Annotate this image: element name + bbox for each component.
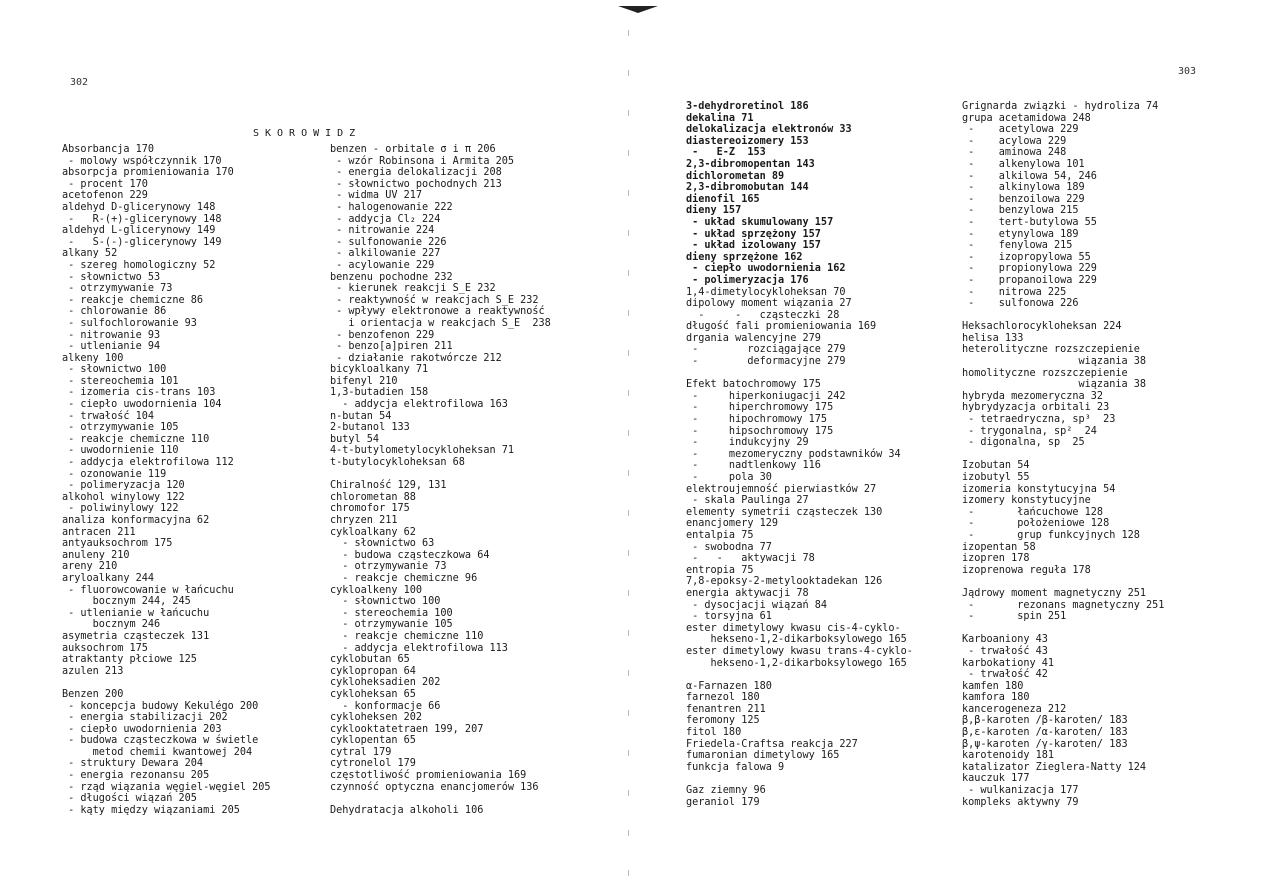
index-entry: diastereoizomery 153 (686, 135, 809, 147)
index-entry: delokalizacja elektronów 33 (686, 124, 852, 136)
index-entry: - addycja Cl₂ 224 (330, 213, 441, 225)
index-entry: helisa 133 (962, 332, 1024, 344)
index-entry: - koncepcja budowy Kekulégo 200 (62, 700, 259, 712)
index-entry: bicykloalkany 71 (330, 364, 429, 376)
index-entry: - szereg homologiczny 52 (62, 259, 216, 271)
index-entry: areny 210 (62, 561, 118, 573)
index-entry: cyklooktatetraen 199, 207 (330, 723, 484, 735)
index-entry: - trwałość 42 (962, 669, 1048, 681)
index-entry: - pola 30 (686, 472, 772, 483)
index-entry: asymetria cząsteczek 131 (62, 630, 210, 642)
index-entry: - nitrowa 225 (962, 286, 1067, 298)
index-entry: - hipsochromowy 175 (686, 425, 834, 437)
index-entry: - grup funkcyjnych 128 (962, 529, 1140, 541)
index-entry: - energia rezonansu 205 (62, 770, 210, 782)
index-entry: - utlenianie 94 (62, 341, 161, 353)
index-entry: - słownictwo 53 (62, 271, 161, 283)
index-entry: - układ sprzężony 157 (686, 228, 821, 240)
index-spacer (330, 469, 551, 481)
index-entry: 1,3-butadien 158 (330, 387, 429, 399)
index-entry: - widma UV 217 (330, 190, 423, 202)
index-entry: cyklopentan 65 (330, 735, 416, 747)
index-entry: ester dimetylowy kwasu cis-4-cyklo- (686, 622, 901, 634)
index-spacer (686, 669, 913, 681)
index-entry: - trwałość 43 (962, 645, 1048, 657)
index-entry: n-butan 54 (330, 410, 392, 422)
index-entry: alkany 52 (62, 248, 118, 260)
index-entry: - ciepło uwodornienia 104 (62, 399, 222, 411)
index-entry: entropia 75 (686, 564, 754, 576)
index-entry: - alkinylowa 189 (962, 182, 1085, 194)
index-entry: drgania walencyjne 279 (686, 332, 821, 344)
index-entry: - spin 251 (962, 611, 1067, 623)
index-entry: - acylowanie 229 (330, 259, 435, 271)
index-entry: cytronelol 179 (330, 758, 416, 770)
index-entry: - reakcje chemiczne 86 (62, 294, 204, 306)
index-entry: - struktury Dewara 204 (62, 758, 204, 770)
index-entry: - uwodornienie 110 (62, 445, 179, 457)
index-entry: - otrzymywanie 73 (330, 561, 447, 573)
index-entry: dipolowy moment wiązania 27 (686, 298, 852, 310)
index-entry: entalpia 75 (686, 529, 754, 541)
index-entry: alkohol winylowy 122 (62, 491, 185, 503)
index-spacer (962, 310, 1164, 322)
index-entry: Heksachlorocykloheksan 224 (962, 321, 1122, 333)
index-entry: cykloheksan 65 (330, 688, 416, 700)
index-entry: bocznym 246 (62, 619, 161, 631)
index-entry: cykloalkeny 100 (330, 584, 423, 596)
index-entry: - reakcje chemiczne 110 (62, 433, 210, 445)
index-entry: 2,3-dibromobutan 144 (686, 182, 809, 194)
index-entry: - halogenowanie 222 (330, 201, 453, 213)
index-spacer (962, 576, 1164, 588)
index-entry: - nadtlenkowy 116 (686, 460, 821, 472)
index-entry: farnezol 180 (686, 692, 760, 704)
index-entry: - torsyjna 61 (686, 611, 772, 623)
right-page-number: 303 (1178, 66, 1197, 77)
index-entry: cyklopropan 64 (330, 665, 416, 677)
index-entry: i orientacja w reakcjach S_E 238 (330, 317, 551, 329)
index-entry: - działanie rakotwórcze 212 (330, 352, 502, 364)
index-entry: Gaz ziemny 96 (686, 785, 766, 797)
right-index-column-1 (686, 101, 913, 808)
index-entry: - indukcyjny 29 (686, 437, 809, 449)
index-entry: kauczuk 177 (962, 773, 1030, 785)
index-entry: Efekt batochromowy 175 (686, 379, 821, 391)
index-entry: - alkenylowa 101 (962, 158, 1085, 170)
index-entry: - sulfonowa 226 (962, 298, 1079, 310)
index-entry: atraktanty płciowe 125 (62, 654, 197, 666)
index-entry: - procent 170 (62, 178, 148, 190)
index-entry: - kierunek reakcji S_E 232 (330, 283, 496, 295)
index-entry: enancjomery 129 (686, 518, 779, 530)
index-spacer (330, 793, 551, 805)
index-entry: - reakcje chemiczne 96 (330, 572, 478, 584)
index-entry: kompleks aktywny 79 (962, 796, 1079, 808)
index-entry: - nitrowanie 224 (330, 225, 435, 237)
index-entry: dichlorometan 89 (686, 170, 785, 182)
index-entry: izopentan 58 (962, 541, 1036, 553)
index-entry: fenantren 211 (686, 703, 766, 715)
index-entry: dieny 157 (686, 205, 742, 217)
index-entry: - benzo[a]piren 211 (330, 341, 453, 353)
index-entry: - polimeryzacja 176 (686, 274, 809, 286)
page-title: SKOROWIDZ (253, 128, 362, 139)
index-entry: - rozciągające 279 (686, 344, 846, 356)
index-entry: - hiperkoniugacji 242 (686, 390, 846, 402)
index-entry: - - cząsteczki 28 (686, 309, 840, 321)
index-entry: - alkilowanie 227 (330, 248, 441, 260)
index-entry: - fenylowa 215 (962, 240, 1073, 252)
index-entry: - molowy współczynnik 170 (62, 155, 222, 167)
index-entry: - - aktywacji 78 (686, 553, 815, 565)
index-entry: α-Farnazen 180 (686, 680, 772, 692)
index-entry: aldehyd L-glicerynowy 149 (62, 225, 216, 237)
index-entry: - swobodna 77 (686, 541, 772, 553)
index-entry: grupa acetamidowa 248 (962, 112, 1091, 124)
index-entry: - dysocjacji wiązań 84 (686, 599, 828, 611)
index-entry: auksochrom 175 (62, 642, 148, 654)
index-entry: ester dimetylowy kwasu trans-4-cyklo- (686, 645, 913, 657)
index-entry: - nitrowanie 93 (62, 329, 161, 341)
index-entry: - acylowa 229 (962, 135, 1067, 147)
index-entry: - izopropylowa 55 (962, 251, 1091, 263)
index-entry: - sulfochlorowanie 93 (62, 317, 197, 329)
right-index-column-2 (962, 101, 1164, 808)
index-entry: hekseno-1,2-dikarboksylowego 165 (686, 634, 907, 646)
index-entry: Jądrowy moment magnetyczny 251 (962, 587, 1147, 599)
index-entry: długość fali promieniowania 169 (686, 321, 877, 333)
index-entry: - fluorowcowanie w łańcuchu (62, 584, 234, 596)
index-entry: absorpcja promieniowania 170 (62, 167, 234, 179)
index-entry: wiązania 38 (962, 379, 1147, 391)
left-index-column-1 (62, 144, 271, 816)
index-entry: - propionylowa 229 (962, 263, 1097, 275)
index-entry: dienofil 165 (686, 193, 760, 205)
index-entry: - skala Paulinga 27 (686, 495, 809, 507)
index-entry: - układ izolowany 157 (686, 240, 821, 252)
index-spacer (686, 368, 913, 380)
index-entry: - R-(+)-glicerynowy 148 (62, 213, 222, 225)
index-entry: dieny sprzężone 162 (686, 251, 803, 263)
index-entry: kamfora 180 (962, 692, 1030, 704)
index-entry: β,β-karoten /β-karoten/ 183 (962, 715, 1128, 727)
index-entry: feromony 125 (686, 715, 760, 727)
index-entry: - budowa cząsteczkowa 64 (330, 549, 490, 561)
index-entry: cytral 179 (330, 746, 392, 758)
index-entry: dekalina 71 (686, 112, 754, 124)
index-entry: - rząd wiązania węgiel-węgiel 205 (62, 781, 271, 793)
index-entry: - układ skumulowany 157 (686, 216, 834, 228)
index-entry: izomery konstytucyjne (962, 495, 1091, 507)
index-entry: izomeria konstytucyjna 54 (962, 483, 1116, 495)
index-entry: - wulkanizacja 177 (962, 785, 1079, 797)
index-entry: 2-butanol 133 (330, 422, 410, 434)
index-entry: benzenu pochodne 232 (330, 271, 453, 283)
index-entry: - długości wiązań 205 (62, 793, 197, 805)
index-entry: antyauksochrom 175 (62, 538, 173, 550)
index-entry: - stereochemia 101 (62, 375, 179, 387)
index-entry: metod chemii kwantowej 204 (62, 746, 253, 758)
index-entry: 4-t-butylometylocykloheksan 71 (330, 445, 515, 457)
index-entry: kancerogeneza 212 (962, 703, 1067, 715)
index-entry: antracen 211 (62, 526, 136, 538)
index-entry: cykloheksadien 202 (330, 677, 441, 689)
left-index-column-2 (330, 144, 551, 816)
index-entry: - S-(-)-glicerynowy 149 (62, 236, 222, 248)
index-entry: cykloheksen 202 (330, 712, 423, 724)
index-entry: - utlenianie w łańcuchu (62, 607, 210, 619)
index-entry: - benzofenon 229 (330, 329, 435, 341)
index-entry: - mezomeryczny podstawników 34 (686, 448, 901, 460)
index-spacer (962, 449, 1164, 461)
index-entry: - E-Z 153 (686, 147, 766, 159)
index-entry: - wpływy elektronowe a reaktywność (330, 306, 545, 318)
index-entry: geraniol 179 (686, 796, 760, 808)
index-entry: chromofor 175 (330, 503, 410, 515)
index-entry: - wzór Robinsona i Armita 205 (330, 155, 515, 167)
index-entry: aryloalkany 244 (62, 572, 155, 584)
index-entry: 2,3-dibromopentan 143 (686, 158, 815, 170)
index-entry: izopren 178 (962, 553, 1030, 565)
index-entry: fitol 180 (686, 727, 742, 739)
index-spacer (686, 773, 913, 785)
index-entry: homolityczne rozszczepienie (962, 367, 1128, 379)
index-entry: hekseno-1,2-dikarboksylowego 165 (686, 657, 907, 669)
index-entry: - reaktywność w reakcjach S_E 232 (330, 294, 539, 306)
index-entry: Friedela-Craftsa reakcja 227 (686, 738, 858, 750)
index-entry: funkcja falowa 9 (686, 761, 785, 773)
index-entry: Absorbancja 170 (62, 144, 155, 155)
index-entry: - trwałość 104 (62, 410, 155, 422)
index-entry: chlorometan 88 (330, 491, 416, 503)
index-entry: acetofenon 229 (62, 190, 148, 202)
index-entry: izobutyl 55 (962, 472, 1030, 483)
index-entry: azulen 213 (62, 665, 124, 677)
index-entry: cyklobutan 65 (330, 654, 410, 666)
index-entry: aldehyd D-glicerynowy 148 (62, 201, 216, 213)
index-entry: - słownictwo 63 (330, 538, 435, 550)
index-entry: Izobutan 54 (962, 460, 1030, 472)
index-entry: hybrydyzacja orbitali 23 (962, 402, 1110, 414)
index-entry: 3-dehydroretinol 186 (686, 101, 809, 112)
index-entry: - rezonans magnetyczny 251 (962, 599, 1165, 611)
index-entry: Grignarda związki - hydroliza 74 (962, 101, 1159, 112)
index-entry: - etynylowa 189 (962, 228, 1079, 240)
index-entry: wiązania 38 (962, 356, 1147, 368)
index-entry: chryzen 211 (330, 515, 398, 526)
index-entry: - deformacyjne 279 (686, 356, 846, 368)
index-entry: - energia stabilizacji 202 (62, 712, 228, 724)
index-entry: butyl 54 (330, 433, 380, 445)
index-entry: - sulfonowanie 226 (330, 236, 447, 248)
index-entry: - benzylowa 215 (962, 205, 1079, 217)
index-entry: - poliwinylowy 122 (62, 503, 179, 515)
index-entry: - addycja elektrofilowa 163 (330, 399, 508, 411)
index-entry: - hiperchromowy 175 (686, 402, 834, 414)
index-entry: kamfen 180 (962, 680, 1024, 692)
index-entry: - konformacje 66 (330, 700, 441, 712)
index-entry: karbokationy 41 (962, 657, 1055, 669)
index-entry: - ciepło uwodornienia 162 (686, 263, 846, 275)
index-entry: hybryda mezomeryczna 32 (962, 390, 1104, 402)
index-entry: - otrzymywanie 73 (62, 283, 173, 295)
index-entry: karotenoidy 181 (962, 750, 1055, 762)
index-entry: - energia delokalizacji 208 (330, 167, 502, 179)
index-entry: β,ψ-karoten /γ-karoten/ 183 (962, 738, 1128, 750)
index-entry: - polimeryzacja 120 (62, 480, 185, 492)
index-entry: - tetraedryczna, sp³ 23 (962, 414, 1116, 426)
index-entry: heterolityczne rozszczepienie (962, 344, 1140, 356)
index-entry: bocznym 244, 245 (62, 596, 191, 608)
index-entry: 7,8-epoksy-2-metylooktadekan 126 (686, 576, 883, 588)
index-entry: katalizator Zieglera-Natty 124 (962, 761, 1147, 773)
index-entry: - hipochromowy 175 (686, 414, 828, 426)
index-entry: częstotliwość promieniowania 169 (330, 770, 527, 782)
left-page-number: 302 (70, 77, 89, 88)
index-entry: izoprenowa reguła 178 (962, 564, 1091, 576)
index-entry: - chlorowanie 86 (62, 306, 167, 318)
page-fold-mark (618, 6, 658, 13)
index-entry: - kąty między wiązaniami 205 (62, 804, 240, 816)
index-entry: β,ε-karoten /α-karoten/ 183 (962, 727, 1128, 739)
index-entry: - otrzymywanie 105 (62, 422, 179, 434)
index-entry: benzen - orbitale σ i π 206 (330, 144, 496, 155)
index-entry: elementy symetrii cząsteczek 130 (686, 506, 883, 518)
index-entry: elektroujemność pierwiastków 27 (686, 483, 877, 495)
index-entry: - digonalna, sp 25 (962, 437, 1085, 449)
index-entry: - budowa cząsteczkowa w świetle (62, 735, 259, 747)
index-entry: anuleny 210 (62, 549, 130, 561)
index-entry: - aminowa 248 (962, 147, 1067, 159)
index-entry: Dehydratacja alkoholi 106 (330, 804, 484, 816)
index-entry: czynność optyczna enancjomerów 136 (330, 781, 539, 793)
index-entry: - ozonowanie 119 (62, 468, 167, 480)
index-entry: - reakcje chemiczne 110 (330, 630, 484, 642)
index-entry: - addycja elektrofilowa 112 (62, 457, 234, 469)
index-entry: - benzoilowa 229 (962, 193, 1085, 205)
index-entry: - położeniowe 128 (962, 518, 1110, 530)
index-entry: t-butylocykloheksan 68 (330, 457, 465, 469)
index-spacer (62, 677, 271, 689)
index-entry: - słownictwo 100 (330, 596, 441, 608)
index-entry: - słownictwo pochodnych 213 (330, 178, 502, 190)
index-spacer (962, 623, 1164, 635)
index-entry: - alkilowa 54, 246 (962, 170, 1097, 182)
index-entry: - addycja elektrofilowa 113 (330, 642, 508, 654)
index-entry: alkeny 100 (62, 352, 124, 364)
book-gutter (628, 30, 629, 880)
index-entry: - łańcuchowe 128 (962, 506, 1104, 518)
index-entry: - otrzymywanie 105 (330, 619, 453, 631)
index-entry: - propanoilowa 229 (962, 274, 1097, 286)
index-entry: 1,4-dimetylocykloheksan 70 (686, 286, 846, 298)
index-entry: cykloalkany 62 (330, 526, 416, 538)
index-entry: fumaronian dimetylowy 165 (686, 750, 840, 762)
index-entry: - tert-butylowa 55 (962, 216, 1097, 228)
index-entry: - słownictwo 100 (62, 364, 167, 376)
index-entry: - stereochemia 100 (330, 607, 453, 619)
index-entry: energia aktywacji 78 (686, 587, 809, 599)
index-entry: Karboaniony 43 (962, 634, 1048, 646)
index-entry: Benzen 200 (62, 688, 124, 700)
index-entry: - izomeria cis-trans 103 (62, 387, 216, 399)
index-entry: analiza konformacyjna 62 (62, 515, 210, 526)
index-entry: Chiralność 129, 131 (330, 480, 447, 492)
index-entry: - trygonalna, sp² 24 (962, 425, 1097, 437)
index-entry: - ciepło uwodornienia 203 (62, 723, 222, 735)
index-entry: bifenyl 210 (330, 375, 398, 387)
index-entry: - acetylowa 229 (962, 124, 1079, 136)
